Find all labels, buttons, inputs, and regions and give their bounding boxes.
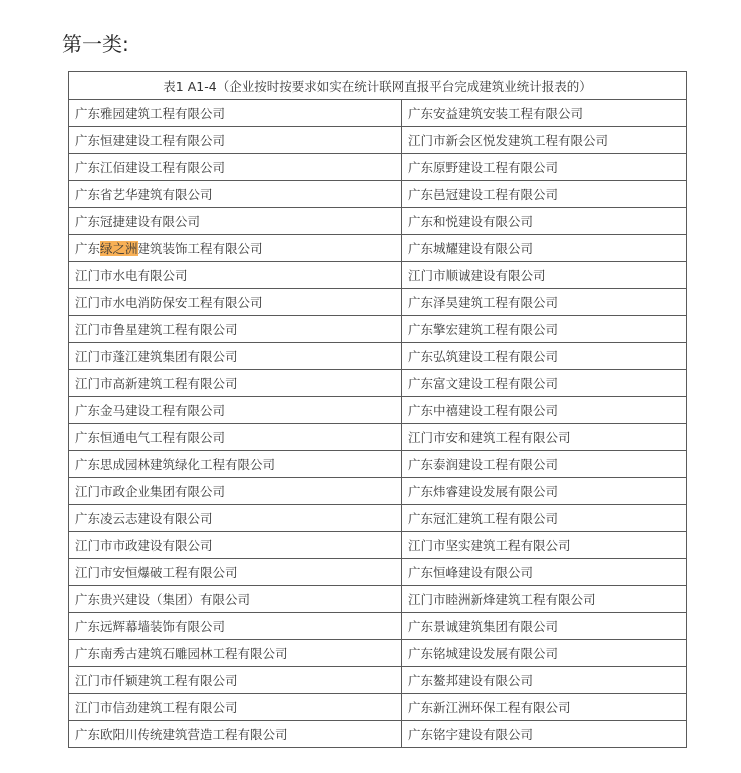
company-name-right: 广东原野建设工程有限公司 (402, 154, 687, 181)
company-name-right: 广东鳌邦建设有限公司 (402, 667, 687, 694)
section-heading: 第一类: (62, 32, 129, 56)
company-name-left: 江门市政企业集团有限公司 (69, 478, 402, 505)
company-name-left: 广东雅园建筑工程有限公司 (69, 100, 402, 127)
table-row (69, 586, 687, 613)
company-name-right: 广东泰润建设工程有限公司 (402, 451, 687, 478)
company-name-right: 广东恒峰建设有限公司 (402, 559, 687, 586)
company-name-right: 广东冠汇建筑工程有限公司 (402, 505, 687, 532)
company-name-left: 广东贵兴建设（集团）有限公司 (69, 586, 402, 613)
company-name-right: 广东铭宇建设有限公司 (402, 721, 687, 748)
company-name-right: 广东弘筑建设工程有限公司 (402, 343, 687, 370)
company-name-right: 江门市睦洲新烽建筑工程有限公司 (402, 586, 687, 613)
company-name-suffix: 建筑装饰工程有限公司 (137, 241, 263, 256)
table-row (69, 640, 687, 667)
company-name-left (69, 235, 402, 262)
company-name-left: 江门市水电有限公司 (69, 262, 402, 289)
table-row (69, 100, 687, 127)
company-name-right: 广东擎宏建筑工程有限公司 (402, 316, 687, 343)
table-row (69, 343, 687, 370)
company-name-left: 广东恒建建设工程有限公司 (69, 127, 402, 154)
company-name-right: 广东铭城建设发展有限公司 (402, 640, 687, 667)
table-caption-row (69, 72, 687, 100)
table-row (69, 181, 687, 208)
table-row (69, 721, 687, 748)
company-name-left: 广东冠捷建设有限公司 (69, 208, 402, 235)
company-name-right: 江门市顺诚建设有限公司 (402, 262, 687, 289)
table-row (69, 289, 687, 316)
table-row (69, 262, 687, 289)
table-row (69, 208, 687, 235)
table-row (69, 127, 687, 154)
table-body (69, 100, 687, 748)
company-name-left: 江门市鲁星建筑工程有限公司 (69, 316, 402, 343)
company-name-left: 广东欧阳川传统建筑营造工程有限公司 (69, 721, 402, 748)
table-row (69, 451, 687, 478)
company-name-right: 广东中禧建设工程有限公司 (402, 397, 687, 424)
table-row (69, 154, 687, 181)
table-row (69, 505, 687, 532)
company-name-left: 广东远辉幕墙装饰有限公司 (69, 613, 402, 640)
table-row (69, 370, 687, 397)
table-row (69, 532, 687, 559)
table-row (69, 478, 687, 505)
table-caption: 表1 A1-4（企业按时按要求如实在统计联网直报平台完成建筑业统计报表的） (69, 72, 687, 100)
company-name-left: 江门市安恒爆破工程有限公司 (69, 559, 402, 586)
company-name-right: 广东安益建筑安装工程有限公司 (402, 100, 687, 127)
company-table (68, 71, 687, 748)
company-name-right: 江门市新会区悦发建筑工程有限公司 (402, 127, 687, 154)
company-name-left: 广东恒通电气工程有限公司 (69, 424, 402, 451)
company-name-right: 广东富文建设工程有限公司 (402, 370, 687, 397)
table-row (69, 235, 687, 262)
company-name-left: 广东省艺华建筑有限公司 (69, 181, 402, 208)
company-name-right: 广东城耀建设有限公司 (402, 235, 687, 262)
company-name-right: 广东景诚建筑集团有限公司 (402, 613, 687, 640)
company-name-right: 广东泽昊建筑工程有限公司 (402, 289, 687, 316)
company-name-left: 广东南秀古建筑石雕园林工程有限公司 (69, 640, 402, 667)
table-row (69, 559, 687, 586)
company-name-left: 江门市蓬江建筑集团有限公司 (69, 343, 402, 370)
company-name-right: 江门市安和建筑工程有限公司 (402, 424, 687, 451)
company-name-left: 广东金马建设工程有限公司 (69, 397, 402, 424)
table-row (69, 694, 687, 721)
company-name-left: 江门市仟颖建筑工程有限公司 (69, 667, 402, 694)
company-name-right: 广东和悦建设有限公司 (402, 208, 687, 235)
table-row (69, 397, 687, 424)
company-name-right: 广东邑冠建设工程有限公司 (402, 181, 687, 208)
table-row (69, 316, 687, 343)
search-highlight: 绿之洲 (100, 241, 138, 256)
table-row (69, 667, 687, 694)
company-name-right: 广东新江洲环保工程有限公司 (402, 694, 687, 721)
company-name-left: 江门市水电消防保安工程有限公司 (69, 289, 402, 316)
company-name-left: 广东江佰建设工程有限公司 (69, 154, 402, 181)
company-name-right: 江门市坚实建筑工程有限公司 (402, 532, 687, 559)
company-name-left: 广东凌云志建设有限公司 (69, 505, 402, 532)
company-name-left: 江门市高新建筑工程有限公司 (69, 370, 402, 397)
company-name-left: 广东思成园林建筑绿化工程有限公司 (69, 451, 402, 478)
company-name-prefix: 广东 (75, 241, 101, 256)
table-row (69, 424, 687, 451)
company-name-left: 江门市信劲建筑工程有限公司 (69, 694, 402, 721)
company-name-left: 江门市市政建设有限公司 (69, 532, 402, 559)
company-name-right: 广东炜睿建设发展有限公司 (402, 478, 687, 505)
table-row (69, 613, 687, 640)
